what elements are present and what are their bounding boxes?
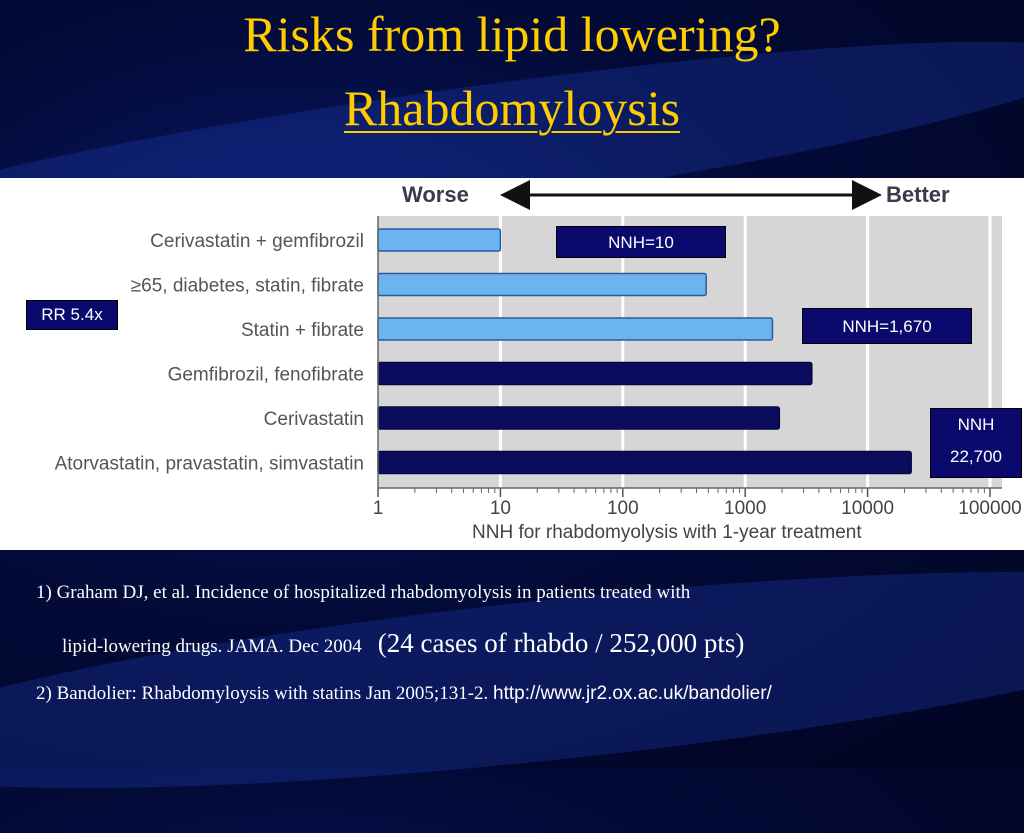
category-label: ≥65, diabetes, statin, fibrate <box>130 275 364 297</box>
header-better: Better <box>886 182 950 207</box>
slide-title: Risks from lipid lowering? <box>243 6 781 62</box>
callout-nnh-22700 <box>930 408 1022 478</box>
callout-rr: RR 5.4x <box>26 300 118 330</box>
reference-1-line-2 <box>62 628 744 659</box>
bar <box>378 318 772 340</box>
bar <box>378 407 779 429</box>
category-label: Statin + fibrate <box>240 320 364 341</box>
bar <box>378 274 706 296</box>
bar <box>378 229 500 251</box>
x-tick-label: 10 <box>489 498 511 519</box>
callout-nnh-value: 22,700 <box>950 447 1002 466</box>
reference-1-note: (24 cases of rhabdo / 252,000 pts) <box>377 628 745 658</box>
category-label: Atorvastatin, pravastatin, simvastatin <box>54 453 364 475</box>
bar <box>378 452 911 474</box>
x-tick-label: 1000 <box>724 498 767 519</box>
x-tick-label: 100 <box>606 498 639 519</box>
x-tick-label: 1 <box>372 498 384 519</box>
x-axis-label: NNH for rhabdomyolysis with 1-year treatment <box>472 522 862 543</box>
category-label: Cerivastatin + gemfibrozil <box>150 231 364 252</box>
category-label: Gemfibrozil, fenofibrate <box>167 364 364 386</box>
reference-2 <box>36 683 772 705</box>
nnh-bar-chart <box>0 178 1024 550</box>
slide-subtitle: Rhabdomyloysis <box>343 80 681 136</box>
header-worse: Worse <box>402 182 469 207</box>
background-swoosh <box>0 527 1024 832</box>
reference-2-citation: 2) Bandolier: Rhabdomyloysis with statins Jan 2005;131-2. <box>36 683 489 704</box>
x-tick-label: 100000 <box>958 498 1022 519</box>
category-label: Cerivastatin <box>263 409 364 430</box>
bar <box>378 363 812 385</box>
callout-nnh-label: NNH <box>957 415 995 434</box>
callout-nnh-10: NNH=10 <box>556 226 726 258</box>
x-tick-label: 10000 <box>841 498 895 519</box>
chart-panel <box>0 178 1024 550</box>
reference-2-link[interactable]: http://www.jr2.ox.ac.uk/bandolier/ <box>493 683 772 704</box>
callout-nnh-1670: NNH=1,670 <box>802 308 972 344</box>
reference-1-line-1: 1) Graham DJ, et al. Incidence of hospitalized rhabdomyolysis in patients treated with <box>36 582 691 603</box>
reference-1-citation: lipid-lowering drugs. JAMA. Dec 2004 <box>62 636 362 657</box>
